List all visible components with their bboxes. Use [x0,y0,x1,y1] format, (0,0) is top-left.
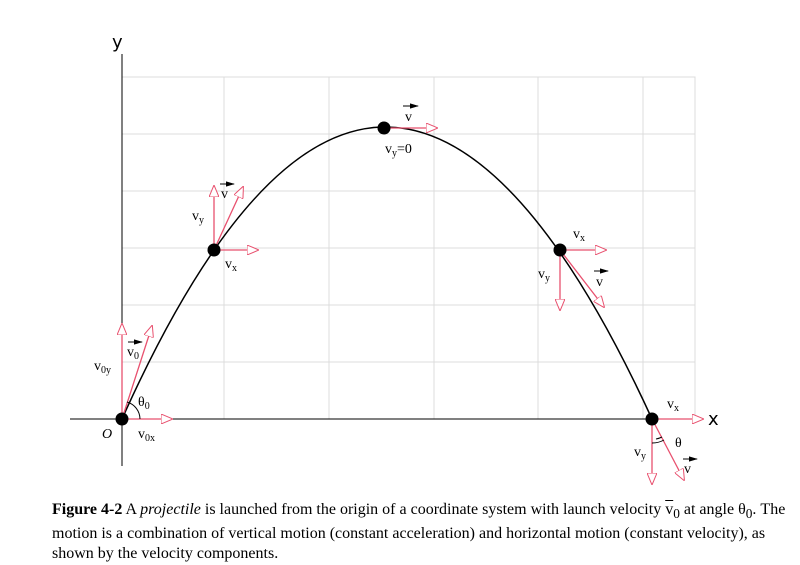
figure-caption [52,500,792,564]
end-vy-label: $v_y$ [634,445,646,462]
v0x-label: $v_{0x}$ [138,427,155,444]
v0-label: $v_0$ [127,345,139,362]
point-origin [116,413,129,426]
left-v-arrow [214,187,243,250]
right-vx-label: $v_x$ [573,227,585,244]
velocity-vectors [122,128,703,484]
top-vy-zero-label: $v_y=0$ [385,142,412,159]
point-top [378,122,391,135]
caption-theta-symbol: θ [738,501,746,518]
point-left [208,244,221,257]
figure-label: Figure 4-2 [52,501,123,518]
left-v-label: v [221,187,228,202]
top-v-label: v [405,110,412,125]
vector-overbars [128,106,697,459]
caption-v0-symbol: $\overline{v}$ [665,501,674,518]
caption-italic-word: projectile [140,501,201,518]
end-theta-label: θ [675,436,682,451]
point-end [646,413,659,426]
theta-arc [656,437,662,439]
y-axis-label: y [112,32,123,53]
theta-arc-outer [652,440,664,443]
caption-text-4: . The motion is a combination of vertical motion (constant acceleration) and horizontal motion (constant velocity), as shown by the velocity components. [52,501,786,563]
caption-text-2: is launched from the origin of a coordinate system with launch velocity [200,501,666,518]
right-vy-label: $v_y$ [538,267,550,284]
caption-text-3: at angle [679,501,739,518]
left-vx-label: $v_x$ [225,257,237,274]
theta0-label: $\theta_0$ [138,395,150,412]
end-v-label: v [684,462,691,477]
trajectory-curve [122,127,652,419]
v0y-label: $v_{0y}$ [94,359,111,376]
end-vx-label: $v_x$ [667,397,679,414]
caption-text-1: A [122,501,141,518]
caption-v0-sub: 0 [673,506,680,522]
trajectory-points [116,122,659,426]
left-vy-label: $v_y$ [192,209,204,226]
right-v-label: v [596,275,603,290]
caption-theta-sub: 0 [745,506,753,522]
x-axis-label: x [708,409,719,430]
origin-label: O [102,427,113,442]
point-right [554,244,567,257]
